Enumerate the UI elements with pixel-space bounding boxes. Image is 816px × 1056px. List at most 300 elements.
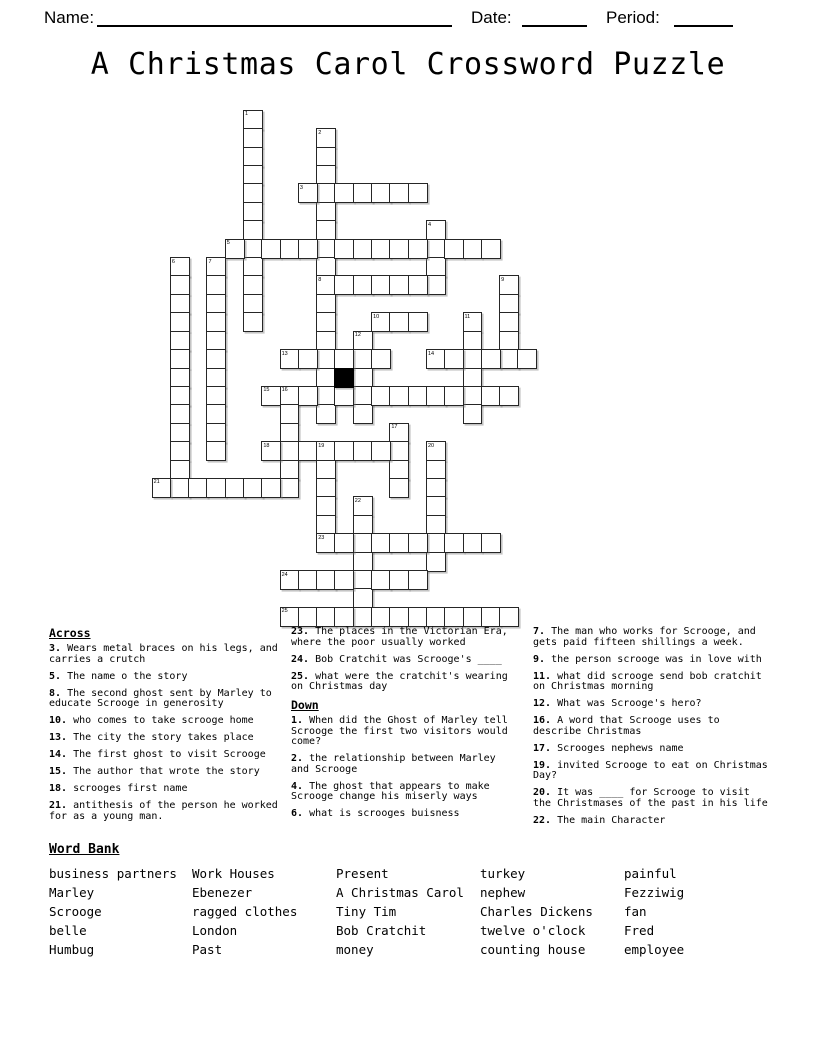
grid-cell[interactable]: [316, 202, 336, 222]
grid-cell[interactable]: [225, 239, 245, 259]
grid-cell[interactable]: [152, 478, 172, 498]
clue-number: 25.: [291, 670, 310, 682]
grid-cell[interactable]: [408, 312, 428, 332]
grid-cell[interactable]: [463, 607, 483, 627]
grid-cell[interactable]: [243, 165, 263, 185]
cell-number: 13: [281, 350, 288, 357]
clue-number: 6.: [291, 808, 304, 819]
grid-cell[interactable]: [316, 294, 336, 314]
grid-cell[interactable]: [408, 239, 428, 259]
grid-cell[interactable]: [463, 331, 483, 351]
grid-cell[interactable]: [316, 349, 336, 369]
clue-number: 16.: [533, 715, 552, 726]
grid-cell[interactable]: [371, 275, 391, 295]
clue-6: 6. what is scrooges buisness: [291, 808, 460, 819]
grid-cell[interactable]: [426, 239, 446, 259]
grid-cell[interactable]: [353, 275, 373, 295]
grid-cell[interactable]: [334, 441, 354, 461]
clue-number: 23.: [291, 626, 310, 637]
grid-cell[interactable]: [206, 257, 226, 277]
word-bank-item: Work Houses: [192, 866, 275, 881]
grid-cell[interactable]: [170, 460, 190, 480]
grid-cell[interactable]: [389, 386, 409, 406]
word-bank-section: [49, 843, 779, 959]
grid-cell[interactable]: [316, 368, 336, 388]
grid-cell[interactable]: [389, 441, 409, 461]
grid-cell[interactable]: [481, 349, 501, 369]
clue-number: 3.: [49, 643, 62, 654]
grid-cell[interactable]: [408, 570, 428, 590]
clue-number: 21.: [49, 800, 68, 811]
grid-cell[interactable]: [371, 183, 391, 203]
grid-cell[interactable]: [170, 257, 190, 277]
grid-cell[interactable]: [243, 110, 263, 130]
grid-cell[interactable]: [206, 275, 226, 295]
cell-number: 16: [281, 387, 288, 394]
grid-cell[interactable]: [353, 183, 373, 203]
grid-cell[interactable]: [408, 183, 428, 203]
clue-number: 13.: [49, 732, 68, 743]
clue-number: 1.: [291, 715, 304, 726]
grid-cell[interactable]: [371, 607, 391, 627]
grid-cell[interactable]: [353, 239, 373, 259]
clue-number: 17.: [533, 742, 552, 754]
clue-18: 18. scrooges first name: [49, 783, 188, 794]
cell-number: 20: [427, 442, 435, 449]
grid-cell[interactable]: [426, 552, 446, 572]
grid-cell[interactable]: [206, 423, 226, 443]
cell-number: 12: [354, 332, 361, 339]
grid-cell[interactable]: [188, 478, 208, 498]
grid-cell[interactable]: [316, 183, 336, 203]
grid-cell[interactable]: [280, 404, 300, 424]
grid-cell[interactable]: [280, 349, 300, 369]
grid-cell[interactable]: [170, 423, 190, 443]
cell-number: 17: [391, 424, 398, 431]
clue-7: 7. The man who works for Scrooge, and gets paid fifteen shillings a week.: [533, 626, 756, 648]
grid-cell[interactable]: [426, 496, 446, 516]
grid-cell[interactable]: [499, 349, 519, 369]
grid-cell[interactable]: [499, 386, 519, 406]
grid-cell[interactable]: [463, 386, 483, 406]
grid-cell[interactable]: [243, 275, 263, 295]
cell-number: 10: [373, 313, 380, 320]
grid-cell[interactable]: [499, 275, 519, 295]
clue-19: 19. invited Scrooge to eat on Christmas Day?: [533, 759, 768, 781]
clues-column-2: [291, 627, 518, 826]
grid-cell[interactable]: [371, 239, 391, 259]
grid-cell[interactable]: [499, 294, 519, 314]
cell-number: 25: [281, 608, 288, 615]
cell-number: 5: [226, 240, 230, 247]
grid-cell[interactable]: [353, 331, 373, 351]
grid-cell[interactable]: [353, 386, 373, 406]
clue-number: 4.: [291, 780, 304, 792]
cell-number: 15: [263, 387, 270, 394]
grid-cell[interactable]: [206, 312, 226, 332]
grid-cell[interactable]: [316, 533, 336, 553]
word-bank-item: Fezziwig: [624, 885, 685, 900]
grid-cell[interactable]: [444, 386, 464, 406]
grid-cell[interactable]: [298, 607, 318, 627]
grid-cell[interactable]: [243, 312, 263, 332]
grid-cell[interactable]: [243, 220, 263, 240]
grid-cell[interactable]: [389, 533, 409, 553]
grid-cell[interactable]: [408, 386, 428, 406]
grid-cell[interactable]: [170, 478, 190, 498]
name-label: Name:: [44, 8, 95, 27]
word-bank-item: London: [192, 923, 238, 938]
grid-cell[interactable]: [408, 533, 428, 553]
grid-cell[interactable]: [243, 294, 263, 314]
grid-cell[interactable]: [243, 202, 263, 222]
grid-cell[interactable]: [499, 607, 519, 627]
grid-cell[interactable]: [334, 570, 354, 590]
cell-number: 24: [281, 571, 288, 578]
grid-cell[interactable]: [280, 441, 300, 461]
name-input-line[interactable]: [97, 9, 452, 27]
grid-cell[interactable]: [426, 349, 446, 369]
grid-cell[interactable]: [444, 607, 464, 627]
grid-cell[interactable]: [280, 460, 300, 480]
word-bank-item: business partners: [49, 866, 177, 881]
grid-cell[interactable]: [243, 183, 263, 203]
cell-number: 14: [427, 350, 435, 357]
grid-cell[interactable]: [334, 239, 354, 259]
grid-cell[interactable]: [334, 607, 354, 627]
grid-cell[interactable]: [334, 349, 354, 369]
cell-number: 23: [318, 534, 325, 541]
clues-column-3: [533, 627, 769, 833]
grid-cell[interactable]: [334, 183, 354, 203]
grid-cell[interactable]: [444, 533, 464, 553]
grid-cell[interactable]: [206, 294, 226, 314]
clue-12: 12. What was Scrooge's hero?: [533, 698, 702, 709]
grid-cell[interactable]: [334, 275, 354, 295]
word-bank-item: turkey: [480, 866, 526, 881]
grid-cell[interactable]: [280, 239, 300, 259]
grid-cell[interactable]: [316, 239, 336, 259]
grid-cell[interactable]: [225, 478, 245, 498]
clue-24: 24. Bob Cratchit was Scrooge's ____: [291, 653, 502, 665]
grid-cell[interactable]: [408, 607, 428, 627]
cell-number: 3: [299, 184, 303, 191]
clues-down-header: Down: [291, 698, 319, 712]
word-bank-item: Ebenezer: [192, 885, 253, 900]
word-bank-item: twelve o'clock: [480, 923, 586, 938]
grid-cell[interactable]: [481, 533, 501, 553]
grid-cell[interactable]: [170, 404, 190, 424]
grid-cell[interactable]: [316, 128, 336, 148]
grid-cell[interactable]: [316, 165, 336, 185]
grid-cell[interactable]: [316, 515, 336, 535]
grid-cell[interactable]: [316, 570, 336, 590]
clue-9: 9. the person scrooge was in love with: [533, 653, 762, 665]
grid-cell[interactable]: [298, 441, 318, 461]
clue-13: 13. The city the story takes place: [49, 732, 254, 743]
grid-cell[interactable]: [353, 607, 373, 627]
grid-cell[interactable]: [316, 478, 336, 498]
grid-cell[interactable]: [389, 183, 409, 203]
clues-column-1: [49, 627, 279, 829]
grid-cell[interactable]: [353, 349, 373, 369]
grid-cell[interactable]: [298, 183, 318, 203]
grid-cell[interactable]: [170, 312, 190, 332]
grid-cell[interactable]: [280, 386, 300, 406]
grid-cell[interactable]: [280, 478, 300, 498]
cell-number: 4: [427, 221, 431, 228]
grid-cell[interactable]: [426, 220, 446, 240]
word-bank-item: employee: [624, 942, 685, 957]
cell-number: 1: [245, 111, 249, 118]
grid-cell[interactable]: [353, 496, 373, 516]
clue-14: 14. The first ghost to visit Scrooge: [49, 749, 266, 760]
grid-cell[interactable]: [389, 275, 409, 295]
grid-cell[interactable]: [353, 368, 373, 388]
grid-cell[interactable]: [261, 441, 281, 461]
grid-cell[interactable]: [280, 607, 300, 627]
grid-cell[interactable]: [499, 312, 519, 332]
grid-cell[interactable]: [371, 312, 391, 332]
grid-cell[interactable]: [353, 588, 373, 608]
grid-cell[interactable]: [261, 478, 281, 498]
word-bank-item: Fred: [624, 923, 655, 938]
grid-cell[interactable]: [408, 275, 428, 295]
clue-number: 24.: [291, 653, 310, 665]
grid-cell[interactable]: [444, 349, 464, 369]
grid-cell[interactable]: [170, 331, 190, 351]
word-bank-item: Humbug: [49, 942, 95, 957]
cell-number: 18: [263, 442, 270, 449]
clue-number: 20.: [533, 787, 552, 798]
grid-cell[interactable]: [298, 386, 318, 406]
grid-cell[interactable]: [334, 386, 354, 406]
grid-cell[interactable]: [243, 478, 263, 498]
word-bank-item: Past: [192, 942, 223, 957]
cell-number: 7: [208, 258, 212, 265]
clue-17: 17. Scrooges nephews name: [533, 742, 684, 754]
grid-cell[interactable]: [371, 570, 391, 590]
clue-number: 2.: [291, 753, 304, 764]
grid-cell[interactable]: [206, 478, 226, 498]
clue-10: 10. who comes to take scrooge home: [49, 715, 254, 726]
cell-number: 2: [318, 129, 322, 136]
clue-number: 12.: [533, 698, 552, 709]
grid-cell[interactable]: [426, 257, 446, 277]
grid-cell[interactable]: [389, 239, 409, 259]
word-bank-item: nephew: [480, 885, 526, 900]
clue-number: 11.: [533, 670, 552, 682]
clue-5: 5. The name o the story: [49, 670, 188, 682]
grid-cell[interactable]: [389, 570, 409, 590]
grid-cell[interactable]: [170, 386, 190, 406]
black-cell: [334, 368, 354, 388]
grid-cell[interactable]: [243, 239, 263, 259]
grid-cell[interactable]: [243, 128, 263, 148]
date-input-line[interactable]: [522, 9, 587, 27]
grid-cell[interactable]: [389, 423, 409, 443]
grid-cell[interactable]: [243, 257, 263, 277]
clue-15: 15. The author that wrote the story: [49, 766, 260, 777]
clue-2: 2. the relationship between Marley and Scrooge: [291, 753, 496, 775]
word-bank-item: Marley: [49, 885, 95, 900]
grid-cell[interactable]: [316, 275, 336, 295]
clue-1: 1. When did the Ghost of Marley tell Scrooge the first two visitors would come?: [291, 715, 508, 747]
grid-cell[interactable]: [481, 239, 501, 259]
cell-number: 21: [153, 479, 160, 486]
grid-cell[interactable]: [316, 404, 336, 424]
word-bank-item: ragged clothes: [192, 904, 298, 919]
grid-cell[interactable]: [206, 386, 226, 406]
grid-cell[interactable]: [481, 607, 501, 627]
clues-across-header: Across: [49, 626, 91, 640]
word-bank-header: Word Bank: [49, 842, 120, 857]
clue-4: 4. The ghost that appears to make Scrooge change his miserly ways: [291, 780, 490, 802]
grid-cell[interactable]: [426, 441, 446, 461]
word-bank-item: Present: [336, 866, 389, 881]
word-bank-item: counting house: [480, 942, 586, 957]
word-bank-item: Scrooge: [49, 904, 102, 919]
clue-16: 16. A word that Scrooge uses to describe Christmas: [533, 715, 720, 737]
grid-cell[interactable]: [426, 275, 446, 295]
grid-cell[interactable]: [371, 441, 391, 461]
grid-cell[interactable]: [389, 312, 409, 332]
period-label: Period:: [606, 8, 660, 27]
grid-cell[interactable]: [463, 404, 483, 424]
page-title: A Christmas Carol Crossword Puzzle: [90, 47, 726, 82]
grid-cell[interactable]: [389, 460, 409, 480]
word-bank-item: money: [336, 942, 374, 957]
grid-cell[interactable]: [280, 570, 300, 590]
grid-cell[interactable]: [426, 607, 446, 627]
clue-23: 23. The places in the Victorian Era, where the poor usually worked: [291, 626, 508, 648]
grid-cell[interactable]: [170, 294, 190, 314]
clue-11: 11. what did scrooge send bob cratchit on Christmas morning: [533, 670, 762, 692]
grid-cell[interactable]: [170, 368, 190, 388]
cell-number: 6: [171, 258, 175, 265]
clue-25: 25. what were the cratchit's wearing on Christmas day: [291, 670, 508, 692]
grid-cell[interactable]: [426, 386, 446, 406]
clue-number: 7.: [533, 626, 546, 637]
grid-cell[interactable]: [426, 460, 446, 480]
grid-cell[interactable]: [206, 441, 226, 461]
grid-cell[interactable]: [243, 147, 263, 167]
word-bank-grid: [49, 864, 779, 959]
grid-cell[interactable]: [206, 368, 226, 388]
word-bank-item: painful: [624, 866, 677, 881]
clue-22: 22. The main Character: [533, 814, 666, 826]
grid-cell[interactable]: [481, 386, 501, 406]
cell-number: 19: [318, 442, 325, 449]
clue-8: 8. The second ghost sent by Marley to educate Scrooge in generosity: [49, 687, 272, 709]
grid-cell[interactable]: [353, 515, 373, 535]
grid-cell[interactable]: [371, 386, 391, 406]
word-bank-item: fan: [624, 904, 647, 919]
grid-cell[interactable]: [206, 404, 226, 424]
word-bank-item: Charles Dickens: [480, 904, 593, 919]
clue-number: 8.: [49, 687, 62, 699]
grid-cell[interactable]: [316, 460, 336, 480]
cell-number: 8: [318, 276, 322, 283]
grid-cell[interactable]: [170, 275, 190, 295]
grid-cell[interactable]: [316, 386, 336, 406]
clue-number: 9.: [533, 653, 546, 665]
clue-number: 14.: [49, 749, 68, 760]
grid-cell[interactable]: [298, 570, 318, 590]
grid-cell[interactable]: [444, 239, 464, 259]
grid-cell[interactable]: [371, 349, 391, 369]
clue-3: 3. Wears metal braces on his legs, and carries a crutch: [49, 643, 278, 665]
grid-cell[interactable]: [206, 349, 226, 369]
clue-number: 18.: [49, 783, 68, 794]
word-bank-item: Bob Cratchit: [336, 923, 427, 938]
word-bank-item: A Christmas Carol: [336, 885, 464, 900]
grid-cell[interactable]: [353, 570, 373, 590]
clue-number: 19.: [533, 759, 552, 771]
grid-cell[interactable]: [316, 607, 336, 627]
grid-cell[interactable]: [261, 386, 281, 406]
grid-cell[interactable]: [298, 349, 318, 369]
grid-cell[interactable]: [298, 239, 318, 259]
grid-cell[interactable]: [170, 349, 190, 369]
clue-number: 10.: [49, 715, 68, 726]
cell-number: 9: [501, 276, 505, 283]
grid-cell[interactable]: [280, 423, 300, 443]
clue-number: 22.: [533, 814, 552, 826]
word-bank-item: belle: [49, 923, 87, 938]
grid-cell[interactable]: [463, 368, 483, 388]
grid-cell[interactable]: [316, 496, 336, 516]
period-input-line[interactable]: [674, 9, 733, 27]
grid-cell[interactable]: [426, 515, 446, 535]
grid-cell[interactable]: [463, 349, 483, 369]
clue-number: 15.: [49, 766, 68, 777]
grid-cell[interactable]: [206, 331, 226, 351]
grid-cell[interactable]: [353, 552, 373, 572]
word-bank-item: Tiny Tim: [336, 904, 397, 919]
grid-cell[interactable]: [463, 533, 483, 553]
grid-cell[interactable]: [389, 607, 409, 627]
crossword-grid: [152, 110, 540, 629]
clue-21: 21. antithesis of the person he worked for as a young man.: [49, 800, 278, 822]
grid-cell[interactable]: [463, 312, 483, 332]
clue-20: 20. It was ____ for Scrooge to visit the Christmases of the past in his life: [533, 787, 768, 809]
grid-cell[interactable]: [517, 349, 537, 369]
grid-cell[interactable]: [426, 478, 446, 498]
grid-cell[interactable]: [426, 533, 446, 553]
grid-cell[interactable]: [170, 441, 190, 461]
grid-cell[interactable]: [353, 441, 373, 461]
cell-number: 22: [354, 497, 361, 504]
grid-cell[interactable]: [499, 331, 519, 351]
grid-cell[interactable]: [316, 312, 336, 332]
grid-cell[interactable]: [316, 257, 336, 277]
grid-cell[interactable]: [316, 441, 336, 461]
grid-cell[interactable]: [316, 147, 336, 167]
cell-number: 11: [464, 313, 471, 320]
grid-cell[interactable]: [463, 239, 483, 259]
grid-cell[interactable]: [334, 533, 354, 553]
grid-cell[interactable]: [316, 220, 336, 240]
grid-cell[interactable]: [261, 239, 281, 259]
grid-cell[interactable]: [371, 533, 391, 553]
grid-cell[interactable]: [389, 478, 409, 498]
grid-cell[interactable]: [316, 331, 336, 351]
grid-cell[interactable]: [353, 533, 373, 553]
grid-cell[interactable]: [353, 404, 373, 424]
clue-number: 5.: [49, 670, 62, 682]
date-label: Date:: [471, 8, 512, 27]
